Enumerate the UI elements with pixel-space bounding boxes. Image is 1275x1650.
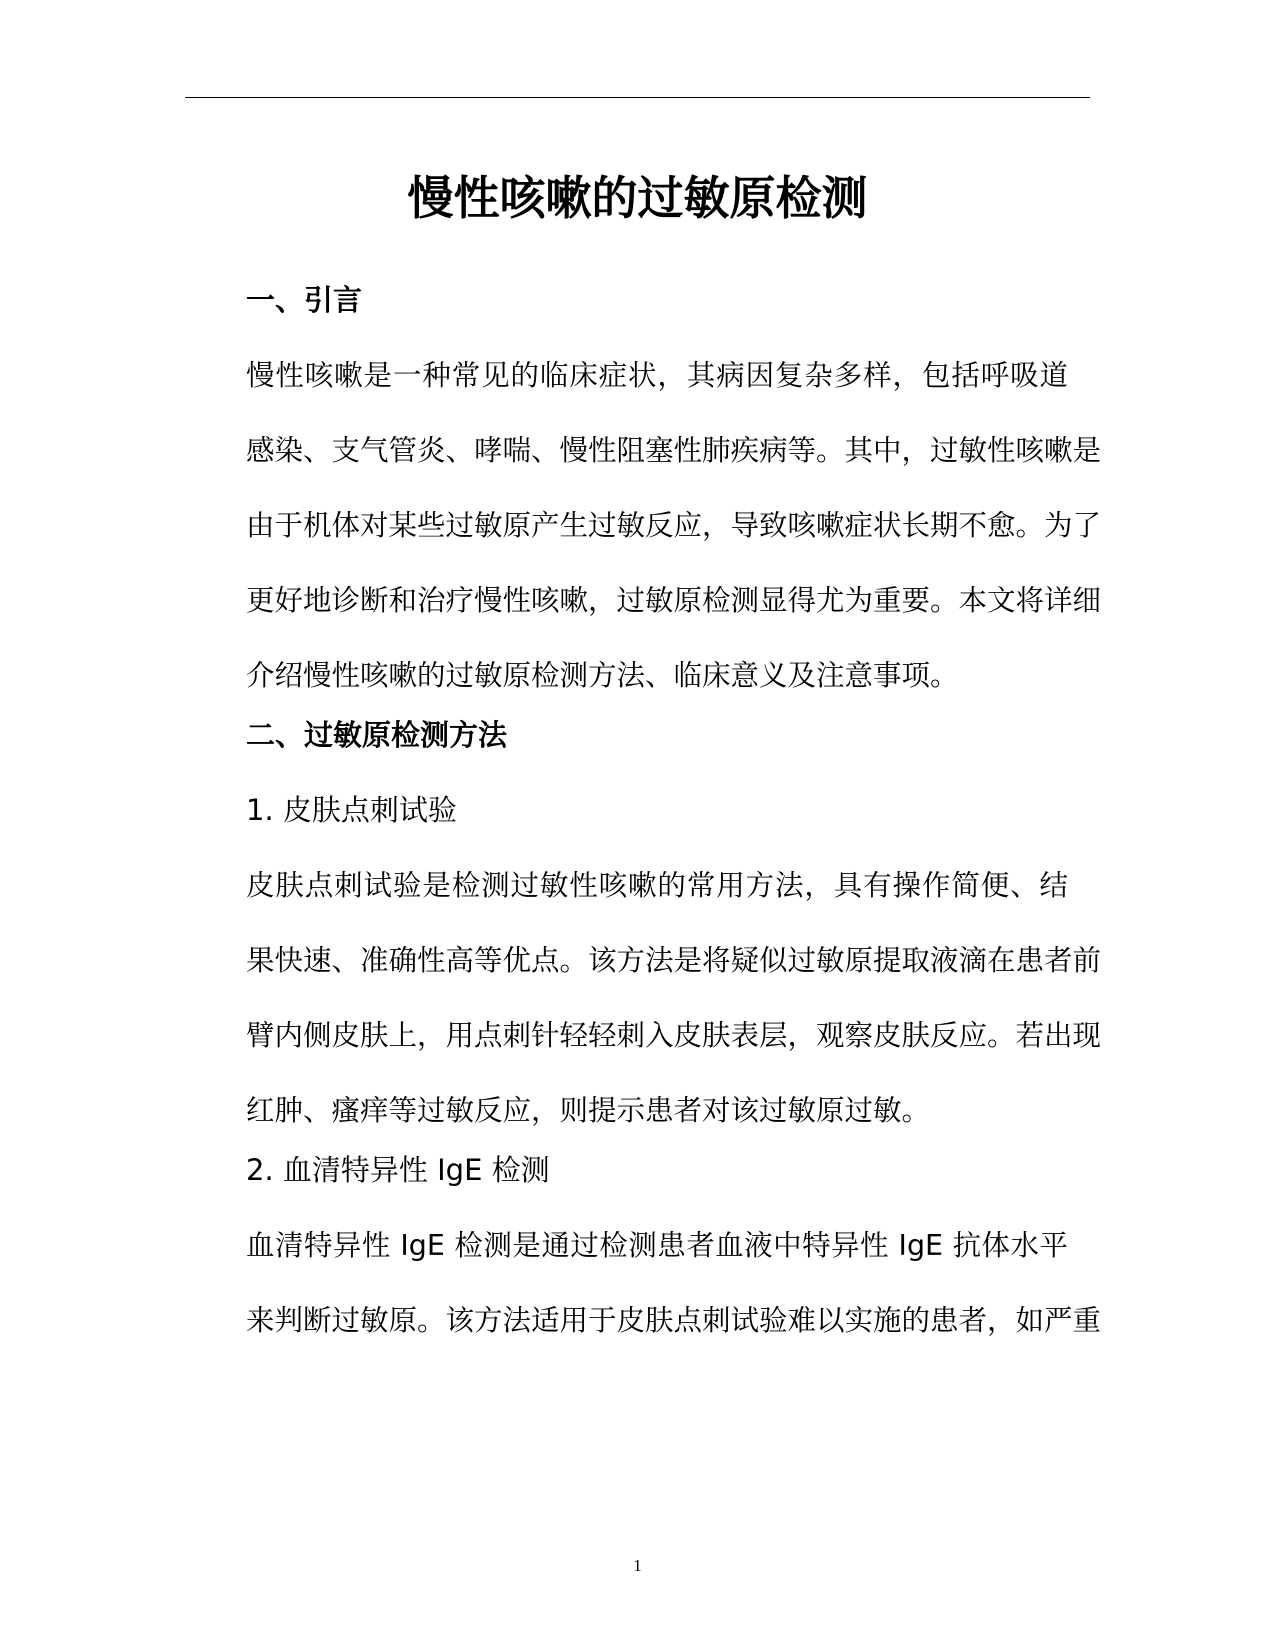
- paragraph-introduction: [188, 338, 1102, 713]
- paragraph-line: 果快速、准确性高等优点。该方法是将疑似过敏原提取液滴在患者前: [246, 944, 1102, 977]
- paragraph-line: 由于机体对某些过敏原产生过敏反应，导致咳嗽症状长期不愈。为了: [246, 509, 1102, 542]
- paragraph-line: 更好地诊断和治疗慢性咳嗽，过敏原检测显得尤为重要。本文将详细: [246, 584, 1102, 617]
- page-number: 1: [633, 1556, 642, 1575]
- section-heading-methods: 二、过敏原检测方法: [246, 718, 508, 752]
- paragraph-line: 红肿、瘙痒等过敏反应，则提示患者对该过敏原过敏。: [246, 1094, 931, 1127]
- paragraph-line: 皮肤点刺试验是检测过敏性咳嗽的常用方法，具有操作简便、结: [246, 869, 1068, 902]
- paragraph-line: 介绍慢性咳嗽的过敏原检测方法、临床意义及注意事项。: [246, 659, 959, 692]
- paragraph-line: 感染、支气管炎、哮喘、慢性阻塞性肺疾病等。其中，过敏性咳嗽是: [246, 434, 1102, 467]
- subsection-heading-skin-prick-test: 1. 皮肤点刺试验: [246, 793, 457, 827]
- paragraph-skin-prick-test: [188, 848, 1102, 1148]
- paragraph-line: 血清特异性 IgE 检测是通过检测患者血液中特异性 IgE 抗体水平: [246, 1229, 1068, 1262]
- header-rule: [185, 97, 1090, 98]
- paragraph-line: 慢性咳嗽是一种常见的临床症状，其病因复杂多样，包括呼吸道: [246, 359, 1068, 392]
- section-heading-introduction: 一、引言: [246, 283, 363, 317]
- paragraph-serum-ige-test: [188, 1208, 1102, 1358]
- document-title: 慢性咳嗽的过敏原检测: [407, 171, 868, 225]
- subsection-heading-serum-ige-test: 2. 血清特异性 IgE 检测: [246, 1153, 550, 1187]
- paragraph-line: 臂内侧皮肤上，用点刺针轻轻刺入皮肤表层，观察皮肤反应。若出现: [246, 1019, 1102, 1052]
- document-body: [188, 278, 1102, 1358]
- paragraph-line: 来判断过敏原。该方法适用于皮肤点刺试验难以实施的患者，如严重: [246, 1304, 1102, 1337]
